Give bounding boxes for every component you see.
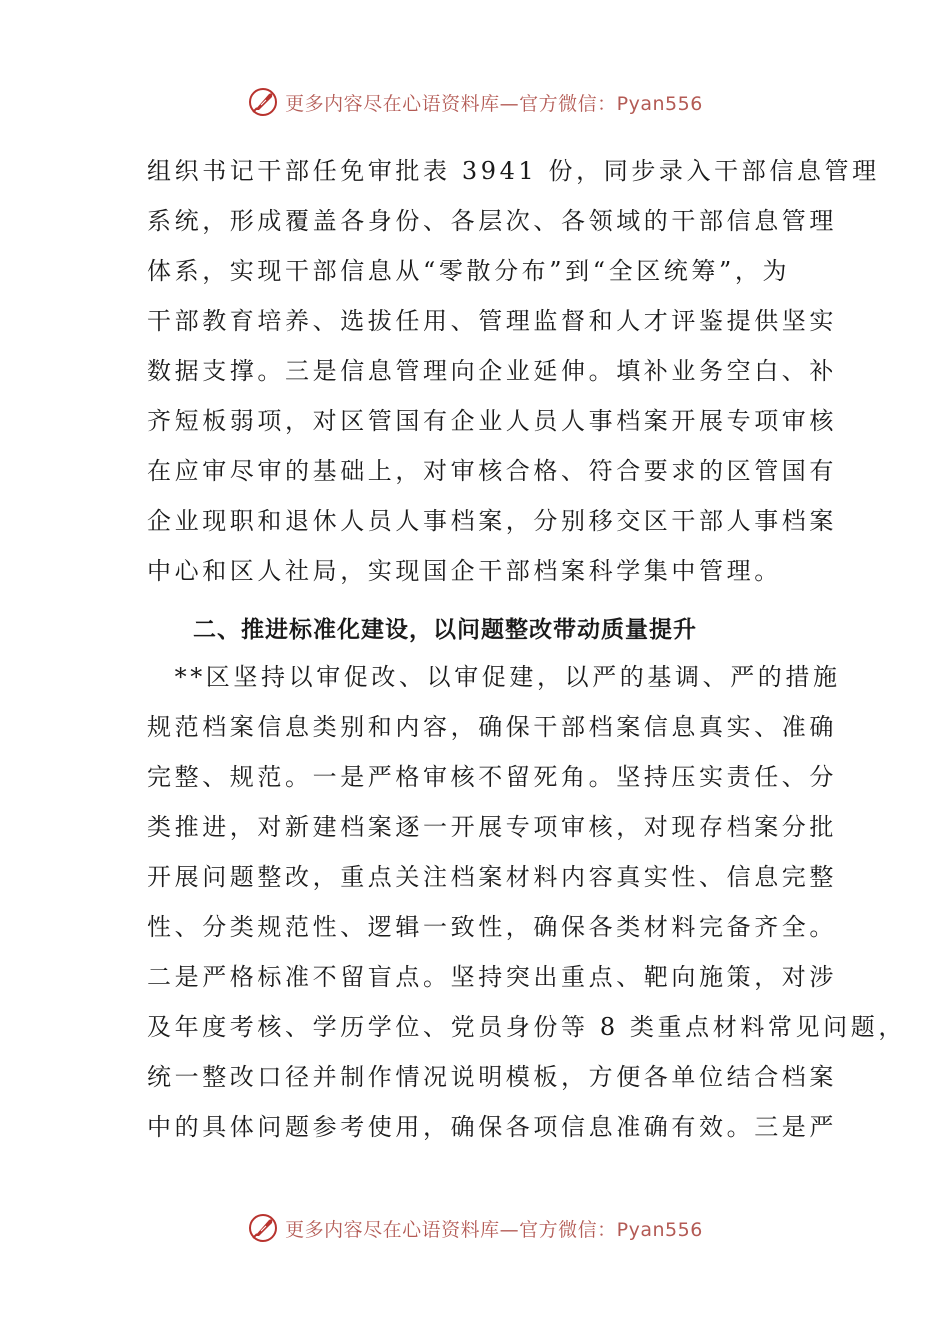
text-line: 企业现职和退休人员人事档案，分别移交区干部人事档案 — [147, 507, 837, 535]
banner-text: 更多内容尽在心语资料库—官方微信：Pyan556 — [285, 92, 703, 115]
text-line: 及年度考核、学历学位、党员身份等 8 类重点材料常见问题， — [147, 1013, 906, 1041]
quill-pen-logo-icon — [247, 1212, 279, 1244]
text-line: 中心和区人社局，实现国企干部档案科学集中管理。 — [147, 557, 782, 585]
section-heading: 二、推进标准化建设，以问题整改带动质量提升 — [193, 617, 697, 643]
text-line: 开展问题整改，重点关注档案材料内容真实性、信息完整 — [147, 863, 837, 891]
paragraph-1 — [147, 151, 880, 601]
document-body — [147, 151, 906, 1157]
quill-pen-logo-icon — [247, 86, 279, 118]
banner-text: 更多内容尽在心语资料库—官方微信：Pyan556 — [285, 1218, 703, 1241]
text-line: 系统，形成覆盖各身份、各层次、各领域的干部信息管理 — [147, 207, 837, 235]
text-line: 在应审尽审的基础上，对审核合格、符合要求的区管国有 — [147, 457, 837, 485]
text-line: 数据支撑。三是信息管理向企业延伸。填补业务空白、补 — [147, 357, 837, 385]
text-line: 齐短板弱项，对区管国有企业人员人事档案开展专项审核 — [147, 407, 837, 435]
text-line: 性、分类规范性、逻辑一致性，确保各类材料完备齐全。 — [147, 913, 837, 941]
paragraph-2 — [147, 657, 906, 1157]
text-line: 组织书记干部任免审批表 3941 份，同步录入干部信息管理 — [147, 157, 880, 185]
text-line: 完整、规范。一是严格审核不留死角。坚持压实责任、分 — [147, 763, 837, 791]
text-line: 干部教育培养、选拔任用、管理监督和人才评鉴提供坚实 — [147, 307, 837, 335]
text-line: **区坚持以审促改、以审促建，以严的基调、严的措施 — [147, 663, 841, 691]
text-line: 统一整改口径并制作情况说明模板，方便各单位结合档案 — [147, 1063, 837, 1091]
text-line: 中的具体问题参考使用，确保各项信息准确有效。三是严 — [147, 1113, 837, 1141]
footer-banner — [0, 1208, 950, 1248]
text-line: 类推进，对新建档案逐一开展专项审核，对现存档案分批 — [147, 813, 837, 841]
text-line: 规范档案信息类别和内容，确保干部档案信息真实、准确 — [147, 713, 837, 741]
text-line: 二是严格标准不留盲点。坚持突出重点、靶向施策，对涉 — [147, 963, 837, 991]
header-banner — [0, 82, 950, 122]
text-line: 体系，实现干部信息从“零散分布”到“全区统筹”，为 — [147, 257, 791, 285]
